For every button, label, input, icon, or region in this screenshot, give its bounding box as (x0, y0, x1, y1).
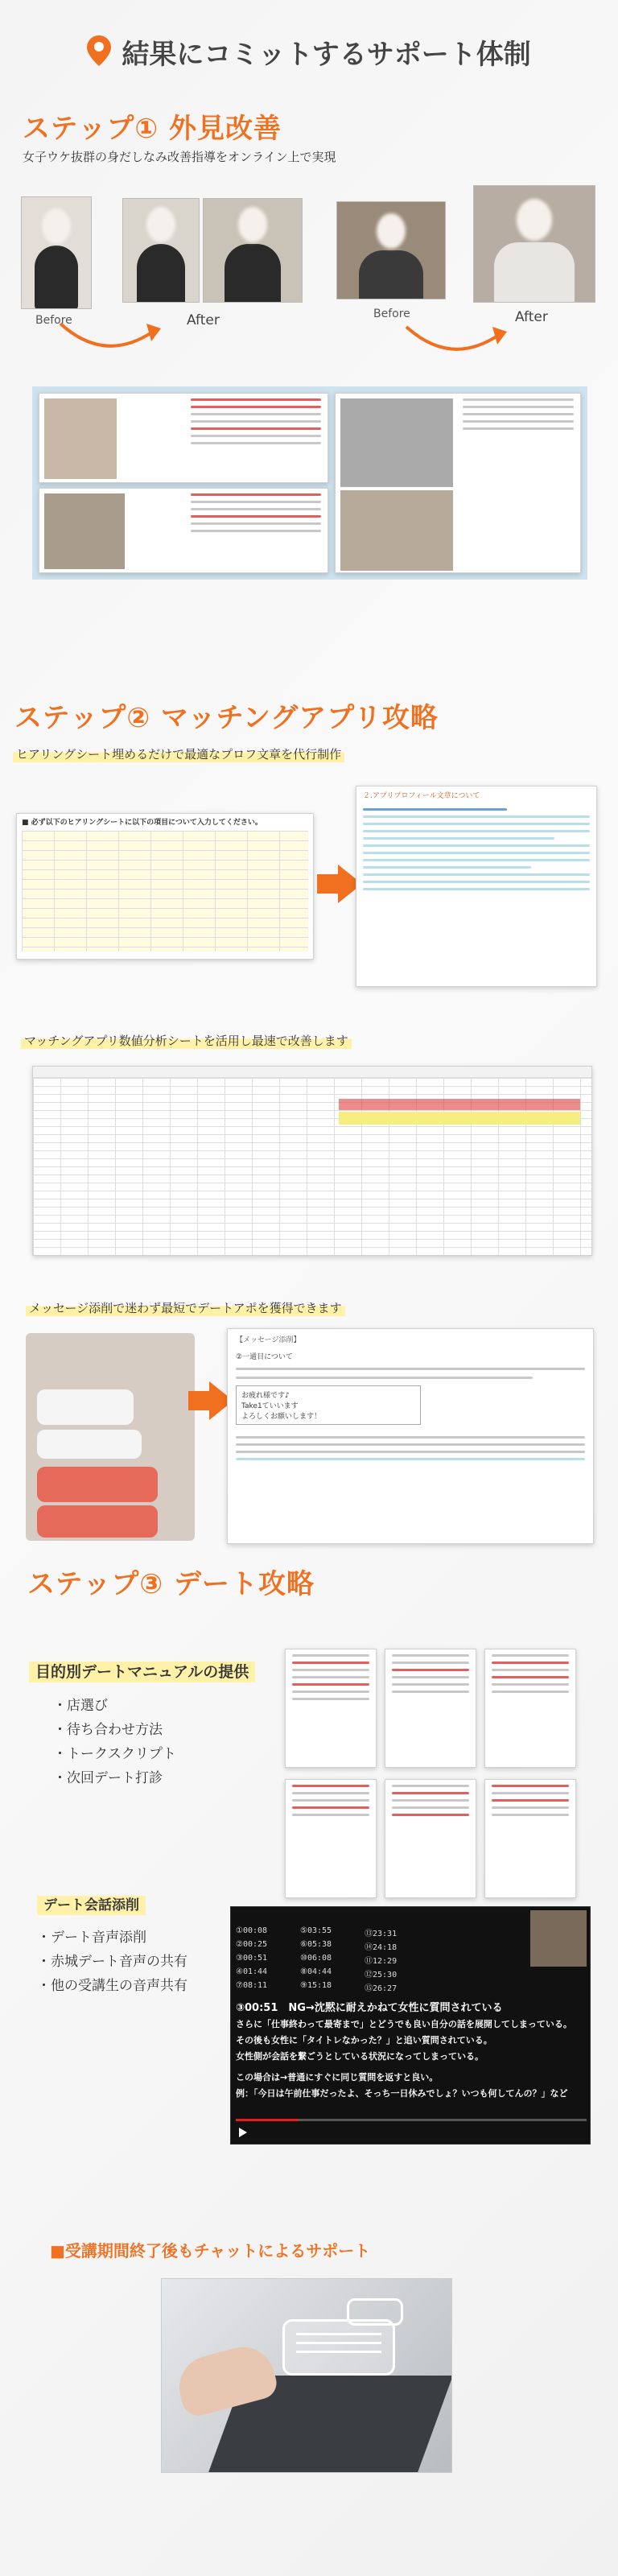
step2-sub3: メッセージ添削で迷わず最短でデートアポを獲得できます (26, 1299, 345, 1316)
step1-subtitle: 女子ウケ抜群の身だしなみ改善指導をオンライン上で実現 (23, 150, 336, 164)
after-photo-2 (473, 185, 595, 303)
before-photo-2 (336, 201, 446, 299)
after-photo-1a (122, 198, 200, 303)
chat-bubble-small-icon (347, 2298, 403, 2326)
msg-highlight-2: Take1ていいます (241, 1402, 299, 1410)
list-item: ・他の受講生の音声共有 (37, 1978, 187, 1994)
after-label-1: After (187, 312, 220, 328)
manual-title (29, 1660, 255, 1682)
profile-doc-title: ２.アプリプロフィール文章について (363, 792, 480, 800)
map-pin-icon (87, 35, 111, 69)
page-title: 結果にコミットするサポート体制 (122, 39, 531, 71)
feedback-collage (32, 386, 587, 580)
feedback-title-text: デート会話添削 (37, 1896, 146, 1915)
timestamp-list: ①00:08 ⑤03:55 ⑬23:31 ②00:25 ⑥05:38 ⑭24:18 ③00:51 ⑩06:08 ⑪12:29 ④01:44 ⑧04:44 ⑫25:30 ⑦08:11 ⑨15:18 ⑮26:27 (236, 1926, 398, 1993)
video-thumb (530, 1910, 587, 1967)
profile-text-doc (356, 786, 597, 987)
curved-arrow-1 (56, 316, 169, 356)
manual-title-text: 目的別デートマニュアルの提供 (29, 1662, 255, 1682)
video-captions: ③00:51 NG→沈黙に耐えかねて女性に質問されている さらに「仕事終わって最寄まで」とどうでも良い自分の話を展開してしまっている。 その後も女性に「タイトレなかった？」と追い質問されている。 女性側が会話を繋ごうとしている状況になってしまっている。 この場合は→普通にすぐに同じ質問を返すと良い。 例：「今日は午前仕事だったよ、そっち一日休みでしょ？いつも何してんの？」など (236, 2002, 572, 2099)
list-item: ・赤城デート音声の共有 (37, 1954, 187, 1970)
list-item: ・デート音声添削 (37, 1930, 146, 1946)
play-icon[interactable] (239, 2128, 247, 2137)
support-chat-image (161, 2278, 452, 2473)
list-item: ・待ち合わせ方法 (53, 1722, 163, 1738)
chat-bubble-icon (282, 2319, 395, 2376)
manual-doc-grid (285, 1649, 578, 1900)
support-title: ■受講期間終了後もチャットによるサポート (50, 2241, 371, 2260)
step3-title: ステップ③ デート攻略 (27, 1568, 315, 1600)
hearing-sheet-title: ■ 必ず以下のヒアリングシートに以下の項目について入力してください。 (22, 819, 262, 827)
msg-highlight-1: お疲れ様です♪ (241, 1392, 290, 1400)
before-photo-1 (21, 196, 92, 309)
feedback-list (37, 1926, 187, 1998)
step2-sub1: ヒアリングシート埋めるだけで最適なプロフ文章を代行制作 (13, 745, 344, 762)
message-correction-doc (227, 1328, 594, 1544)
curved-arrow-2 (402, 319, 515, 359)
list-item: ・次回デート打診 (53, 1770, 163, 1786)
step2-sub2: マッチングアプリ数値分析シートを活用し最速で改善します (21, 1032, 352, 1049)
after-photo-1b (203, 198, 303, 303)
step2-title: ステップ② マッチングアプリ攻略 (14, 702, 439, 734)
msg-header: 【メッセージ添削】 (236, 1336, 301, 1344)
before-label-1: Before (35, 314, 72, 327)
list-item: ・トークスクリプト (53, 1746, 176, 1762)
before-label-2: Before (373, 308, 410, 320)
phone-screenshot (26, 1333, 195, 1541)
step1-title: ステップ① 外見改善 (23, 113, 282, 145)
hearing-sheet (16, 813, 314, 960)
after-label-2: After (515, 309, 548, 325)
manual-list (53, 1694, 176, 1790)
msg-intro: ②一通目について (236, 1353, 293, 1361)
analysis-spreadsheet (32, 1066, 592, 1256)
page-header (0, 32, 618, 72)
msg-highlight-3: よろしくお願いします！ (241, 1413, 322, 1421)
feedback-title (37, 1893, 146, 1913)
video-player[interactable] (230, 1906, 591, 2145)
list-item: ・店選び (53, 1698, 108, 1714)
video-progress-bar[interactable] (236, 2119, 587, 2121)
